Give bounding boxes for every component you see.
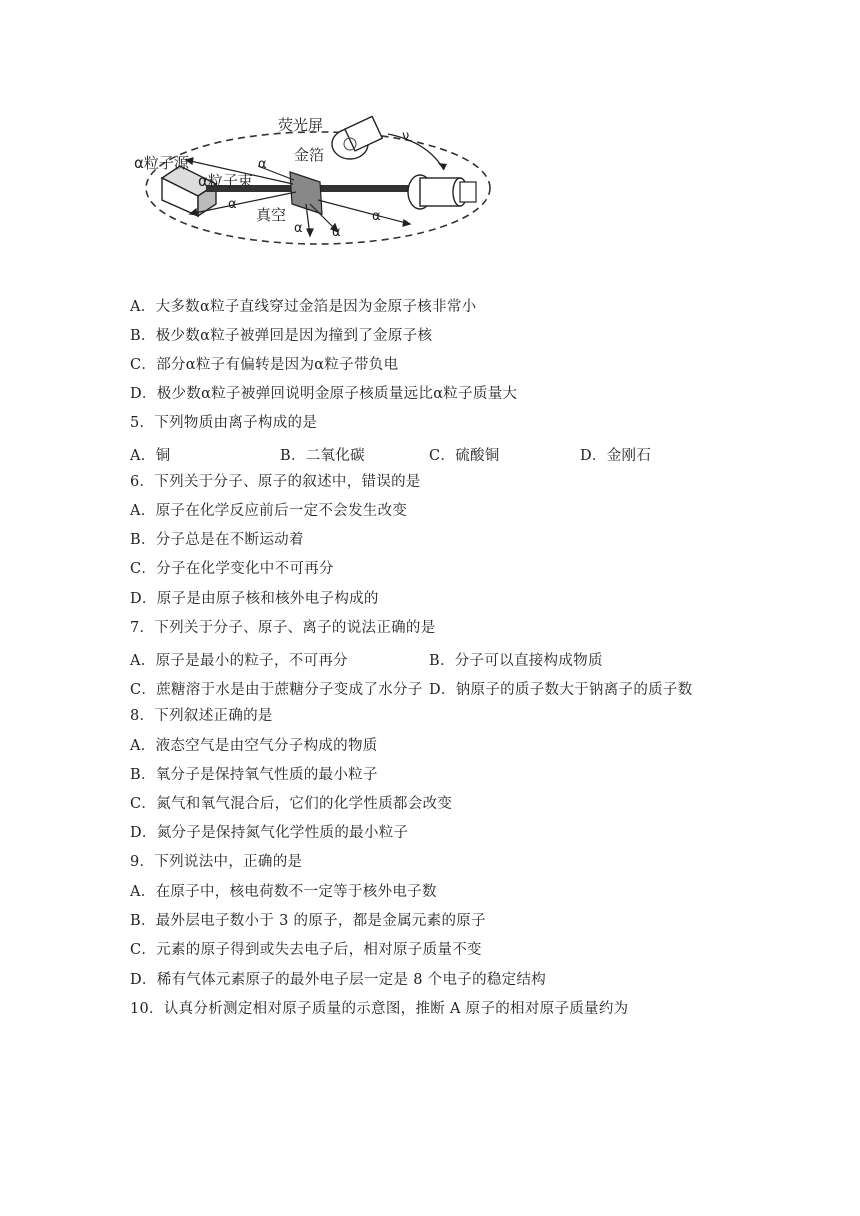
label-alpha-1: α bbox=[258, 157, 267, 172]
q6-option-a: A．原子在化学反应前后一定不会发生改变 bbox=[130, 503, 408, 519]
label-alpha-4: α bbox=[332, 225, 341, 240]
q9-option-d: D．稀有气体元素原子的最外电子层一定是 8 个电子的稳定结构 bbox=[130, 972, 547, 988]
q8-option-d: D．氮分子是保持氮气化学性质的最小粒子 bbox=[130, 825, 409, 841]
q8-option-b: B．氧分子是保持氧气性质的最小粒子 bbox=[130, 767, 378, 783]
q5-option-a: A．铜 bbox=[130, 448, 171, 464]
q7-option-b: B．分子可以直接构成物质 bbox=[429, 653, 603, 669]
q4-option-d: D．极少数α粒子被弹回说明金原子核质量远比α粒子质量大 bbox=[130, 386, 518, 402]
q10-stem: 10．认真分析测定相对原子质量的示意图，推断 A 原子的相对原子质量约为 bbox=[130, 1001, 629, 1017]
q5-stem: 5．下列物质由离子构成的是 bbox=[130, 415, 318, 431]
q8-option-a: A．液态空气是由空气分子构成的物质 bbox=[130, 738, 378, 754]
rutherford-scattering-figure bbox=[128, 108, 498, 248]
fluorescent-screen-detector bbox=[332, 116, 382, 159]
q7-option-c: C．蔗糖溶于水是由于蔗糖分子变成了水分子 bbox=[130, 682, 423, 698]
q7-option-d: D．钠原子的质子数大于钠离子的质子数 bbox=[429, 682, 693, 698]
q5-option-c: C．硫酸铜 bbox=[429, 448, 500, 464]
detector-right bbox=[408, 175, 476, 209]
label-nu: ν bbox=[402, 129, 410, 144]
q6-stem: 6．下列关于分子、原子的叙述中，错误的是 bbox=[130, 474, 421, 490]
q5-option-b: B．二氧化碳 bbox=[280, 448, 365, 464]
label-beam: α粒子束 bbox=[198, 172, 253, 190]
q9-option-a: A．在原子中，核电荷数不一定等于核外电子数 bbox=[130, 884, 437, 900]
q4-option-b: B．极少数α粒子被弹回是因为撞到了金原子核 bbox=[130, 328, 433, 344]
rotation-arrow bbox=[388, 134, 444, 170]
label-source: α粒子源 bbox=[134, 154, 189, 172]
q6-option-c: C．分子在化学变化中不可再分 bbox=[130, 561, 334, 577]
q9-stem: 9．下列说法中，正确的是 bbox=[130, 854, 303, 870]
q7-stem: 7．下列关于分子、原子、离子的说法正确的是 bbox=[130, 620, 436, 636]
q8-stem: 8．下列叙述正确的是 bbox=[130, 708, 273, 724]
q6-option-d: D．原子是由原子核和核外电子构成的 bbox=[130, 591, 379, 607]
q8-option-c: C．氮气和氧气混合后，它们的化学性质都会改变 bbox=[130, 796, 453, 812]
q9-option-c: C．元素的原子得到或失去电子后，相对原子质量不变 bbox=[130, 942, 482, 958]
q9-option-b: B．最外层电子数小于 3 的原子，都是金属元素的原子 bbox=[130, 913, 486, 929]
q5-option-d: D．金刚石 bbox=[580, 448, 652, 464]
q6-option-b: B．分子总是在不断运动着 bbox=[130, 532, 304, 548]
q4-option-a: A．大多数α粒子直线穿过金箔是因为金原子核非常小 bbox=[130, 299, 477, 315]
label-screen: 荧光屏 bbox=[278, 116, 324, 134]
label-alpha-5: α bbox=[372, 209, 381, 224]
q4-option-c: C．部分α粒子有偏转是因为α粒子带负电 bbox=[130, 357, 399, 373]
q7-option-a: A．原子是最小的粒子，不可再分 bbox=[130, 653, 348, 669]
label-alpha-3: α bbox=[294, 221, 303, 236]
label-vacuum: 真空 bbox=[256, 206, 287, 224]
label-alpha-2: α bbox=[228, 197, 237, 212]
label-foil: 金箔 bbox=[294, 146, 325, 164]
